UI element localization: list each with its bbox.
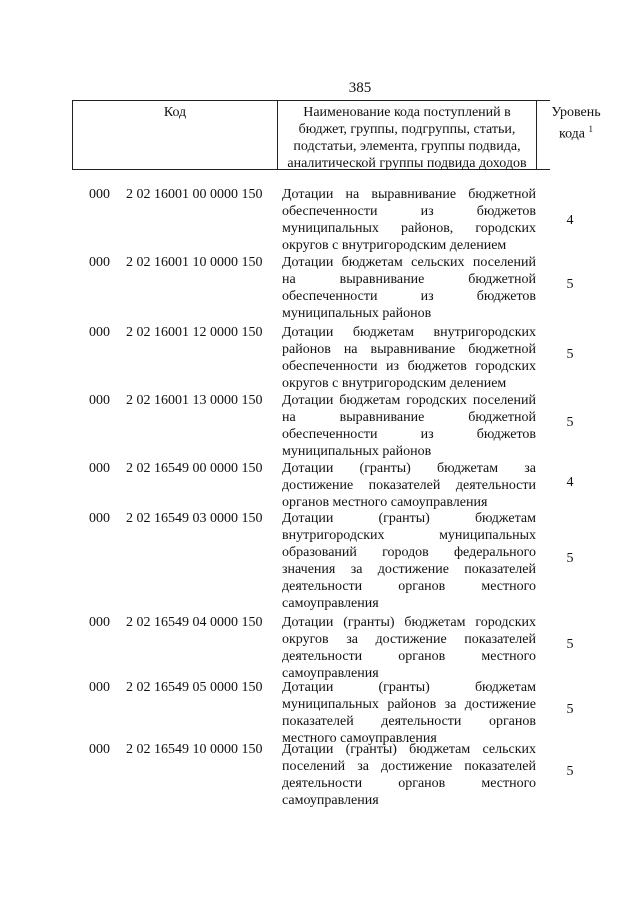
revenue-code: 2 02 16001 12 0000 150: [126, 325, 263, 340]
header-name-line: Наименование кода поступлений в: [303, 105, 511, 120]
code-level: 5: [566, 277, 574, 292]
table-row: [86, 254, 586, 322]
revenue-code: 2 02 16549 05 0000 150: [126, 680, 263, 695]
revenue-name: Дотации (гранты) бюджетам внутригородских муниципальных образований городов федерального значения за достижение показателей деятельности органов местного самоуправления: [282, 511, 536, 611]
revenue-name: Дотации на выравнивание бюджетной обеспеченности из бюджетов муниципальных районов, городских округов с внутригородским делением: [282, 187, 536, 253]
admin-code: 000: [89, 680, 110, 695]
table-row: [86, 186, 586, 254]
table-row: [86, 324, 586, 392]
code-level: 5: [566, 415, 574, 430]
revenue-name: Дотации (гранты) бюджетам муниципальных районов за достижение показателей деятельности органов местного самоуправления: [282, 680, 536, 746]
revenue-name: Дотации (гранты) бюджетам за достижение показателей деятельности органов местного самоуправления: [282, 461, 536, 510]
admin-code: 000: [89, 255, 110, 270]
revenue-code: 2 02 16549 03 0000 150: [126, 511, 263, 526]
header-name-line: аналитической группы подвида доходов: [287, 156, 527, 171]
header-name: [277, 101, 537, 169]
code-level: 5: [566, 551, 574, 566]
admin-code: 000: [89, 742, 110, 757]
code-level: 5: [566, 702, 574, 717]
header-level: [537, 101, 615, 169]
code-level: 5: [566, 347, 574, 362]
header-level-line1: Уровень: [551, 105, 601, 120]
revenue-name: Дотации бюджетам сельских поселений на выравнивание бюджетной обеспеченности из бюджетов муниципальных районов: [282, 255, 536, 321]
revenue-code: 2 02 16549 10 0000 150: [126, 742, 263, 757]
admin-code: 000: [89, 461, 110, 476]
revenue-code: 2 02 16001 00 0000 150: [126, 187, 263, 202]
revenue-code: 2 02 16001 10 0000 150: [126, 255, 263, 270]
code-level: 5: [566, 637, 574, 652]
table-row: [86, 460, 586, 511]
table-header: [72, 100, 601, 171]
revenue-code: 2 02 16549 00 0000 150: [126, 461, 263, 476]
admin-code: 000: [89, 615, 110, 630]
admin-code: 000: [89, 187, 110, 202]
table-row: [86, 741, 586, 809]
table-row: [86, 614, 586, 682]
revenue-name: Дотации (гранты) бюджетам сельских поселений за достижение показателей деятельности органов местного самоуправления: [282, 742, 536, 808]
revenue-name: Дотации бюджетам городских поселений на выравнивание бюджетной обеспеченности из бюджетов муниципальных районов: [282, 393, 536, 459]
revenue-name: Дотации бюджетам внутригородских районов на выравнивание бюджетной обеспеченности из бюджетов городских округов с внутригородским делением: [282, 325, 536, 391]
revenue-code: 2 02 16001 13 0000 150: [126, 393, 263, 408]
page-number: 385: [348, 80, 372, 96]
footnote-mark: 1: [588, 124, 594, 134]
header-name-line: подстатьи, элемента, группы подвида,: [293, 139, 521, 154]
revenue-code: 2 02 16549 04 0000 150: [126, 615, 263, 630]
header-name-line: бюджет, группы, подгруппы, статьи,: [298, 122, 516, 137]
revenue-name: Дотации (гранты) бюджетам городских округов за достижение показателей деятельности органов местного самоуправления: [282, 615, 536, 681]
code-level: 4: [566, 213, 574, 228]
code-level: 4: [566, 475, 574, 490]
admin-code: 000: [89, 511, 110, 526]
table-row: [86, 679, 586, 747]
header-level-text: кода: [558, 126, 586, 142]
code-level: 5: [566, 764, 574, 779]
header-level-line2: [537, 121, 615, 143]
header-code: Код: [72, 101, 277, 169]
admin-code: 000: [89, 393, 110, 408]
admin-code: 000: [89, 325, 110, 340]
table-row: [86, 510, 586, 612]
table-row: [86, 392, 586, 460]
